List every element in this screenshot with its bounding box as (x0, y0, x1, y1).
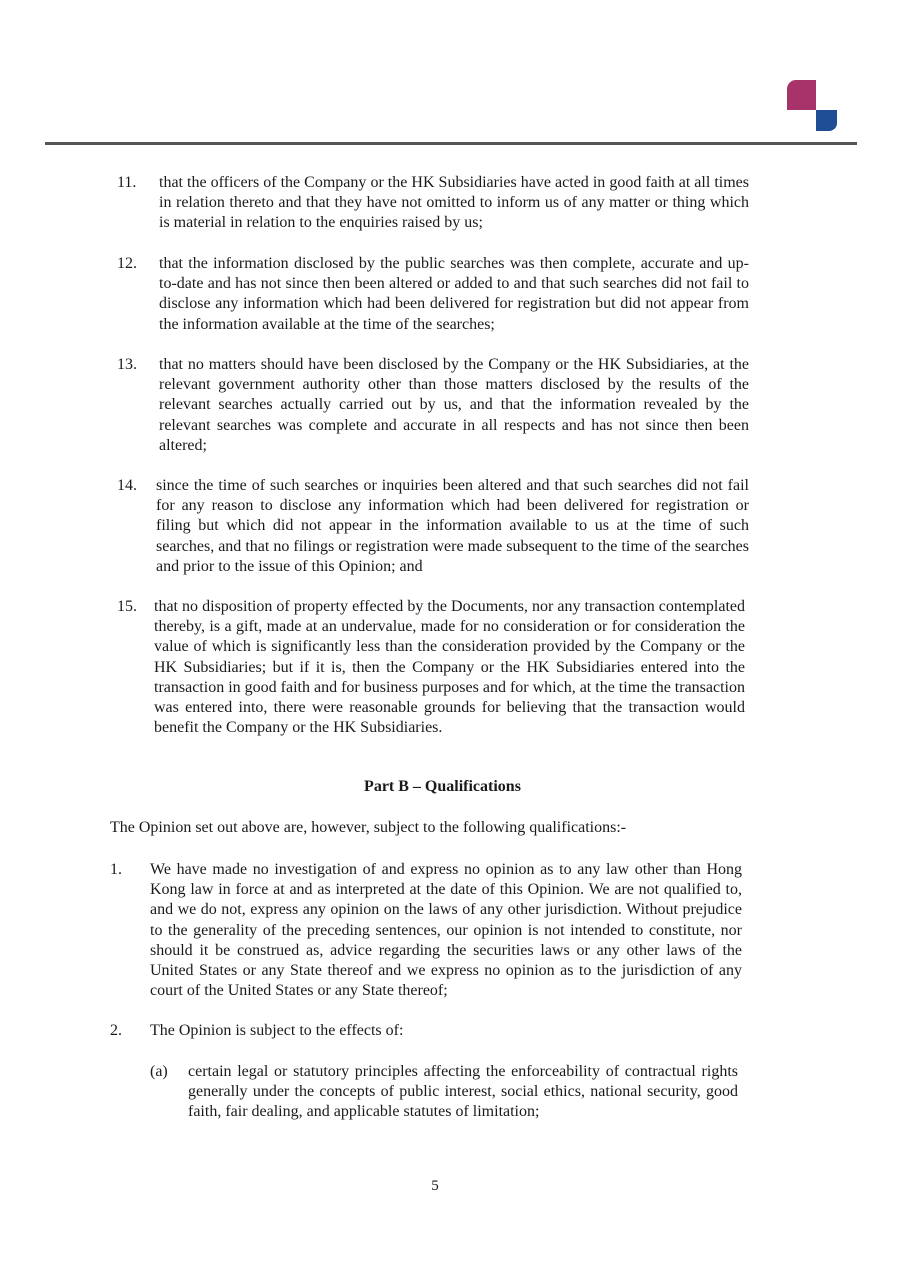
assumption-item: that the officers of the Company or the HK Subsidiaries have acted in good faith at all times in relation thereto and that they have not omitted to inform us of any matter or thing which is material in relation to the enquiries raised by us; (159, 174, 749, 232)
logo-blue-block (816, 110, 837, 131)
part-b-heading: Part B – Qualifications (364, 778, 521, 795)
page-number: 5 (431, 1178, 439, 1194)
assumption-item: that no disposition of property effected by the Documents, nor any transaction contemplated thereby, is a gift, made at an undervalue, made for no consideration or for consideration the value of which is significantly less than the consideration provided by the Company or the HK Subsidiaries; but if it is, then the Company or the HK Subsidiaries entered into the transaction in good faith and for business purposes and for which, at the time the transaction was entered into, there were reasonable grounds for believing that the transaction would benefit the Company or the HK Subsidiaries. (154, 598, 745, 737)
item-number: 15. (117, 598, 137, 615)
logo-magenta-block (787, 80, 816, 110)
assumption-item: that the information disclosed by the public searches was then complete, accurate and up-to-date and has not since then been altered or added to and that such searches did not fail to disclose any information which had been delivered for registration but did not appear from the information available at the time of the searches; (159, 255, 749, 333)
item-number: 2. (110, 1022, 122, 1039)
qualification-item: We have made no investigation of and express no opinion as to any law other than Hong Kong law in force at and as interpreted at the date of this Opinion. We are not qualified to, and we do not, express any opinion on the laws of any other jurisdiction. Without prejudice to the generality of the preceding sentences, our opinion is not intended to constitute, nor should it be construed as, advice regarding the securities laws or any other laws of the United States or any State thereof and we express no opinion as to the jurisdiction of any court of the United States or any State thereof; (150, 861, 742, 1000)
item-number: 13. (117, 356, 137, 373)
qualifications-intro: The Opinion set out above are, however, subject to the following qualifications:- (110, 819, 627, 836)
sub-item-letter: (a) (150, 1063, 168, 1080)
assumption-item: that no matters should have been disclosed by the Company or the HK Subsidiaries, at the relevant government authority other than those matters disclosed by the results of the relevant searches actually carried out by us, and that the information revealed by the relevant searches was complete and accurate in all respects and has not since then been altered; (159, 356, 749, 454)
qualification-sub-item: certain legal or statutory principles affecting the enforceability of contractual rights generally under the concepts of public interest, social ethics, national security, good faith, fair dealing, and applicable statutes of limitation; (188, 1063, 738, 1121)
item-number: 14. (117, 477, 137, 494)
item-number: 12. (117, 255, 137, 272)
header-rule (45, 142, 857, 145)
assumption-item: since the time of such searches or inquiries been altered and that such searches did not fail for any reason to disclose any information which had been delivered for registration or filing but which did not appear in the information available to us at the time of such searches, and that no filings or registration were made subsequent to the time of the searches and prior to the issue of this Opinion; and (156, 477, 749, 575)
item-number: 1. (110, 861, 122, 878)
item-number: 11. (117, 174, 137, 191)
qualification-item: The Opinion is subject to the effects of: (150, 1022, 404, 1039)
